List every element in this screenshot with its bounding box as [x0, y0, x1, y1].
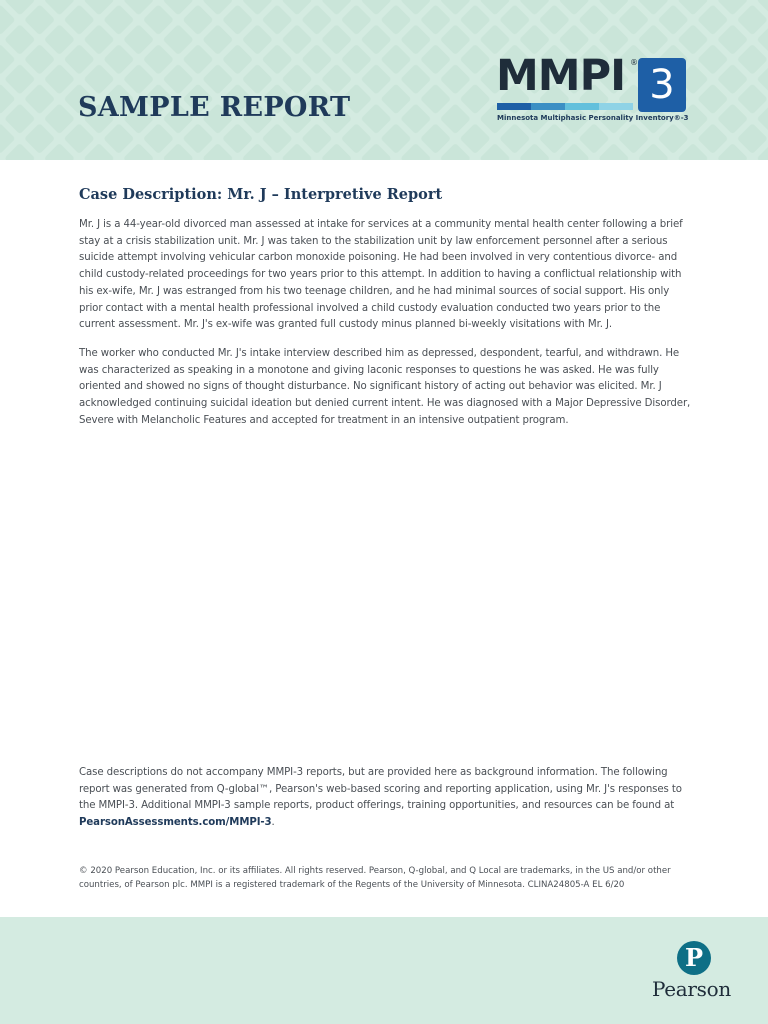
note-end: . — [271, 817, 275, 829]
logo-color-bar — [599, 103, 633, 110]
note-paragraph — [79, 765, 691, 832]
logo-wordmark: MMPI — [496, 51, 626, 101]
case-heading: Case Description: Mr. J – Interpretive Report — [79, 186, 443, 203]
header-banner — [0, 0, 768, 160]
logo-number-box: 3 — [638, 58, 686, 112]
mmpi3-logo — [496, 51, 690, 126]
pearson-wordmark: Pearson — [652, 977, 731, 1001]
case-paragraph-1: Mr. J is a 44-year-old divorced man assessed at intake for services at a community mental health center following a brief stay at a crisis stabilization unit. Mr. J was taken to the stabilization unit by law enforcement personnel after a serious suicide attempt involving vehicular carbon monoxide poisoning. He had been involved in very contentious divorce- and child custody-related proceedings for two years prior to this attempt. In addition to having a conflictual relationship with his ex-wife, Mr. J was estranged from his two teenage children, and he had minimal sources of social support. His only prior contact with a mental health professional involved a child custody evaluation conducted two years prior to the current assessment. Mr. J's ex-wife was granted full custody minus planned bi-weekly visitations with Mr. J. — [79, 219, 683, 331]
footer-band — [0, 917, 768, 1024]
case-description — [79, 186, 691, 441]
pearson-mark-letter: P — [684, 943, 704, 972]
logo-color-bar — [565, 103, 599, 110]
copyright-notice: © 2020 Pearson Education, Inc. or its affiliates. All rights reserved. Pearson, Q-global, and Q Local are trademarks, in the US and/or other countries, of Pearson plc. MMPI is a registered trademark of the Regents of the University of Minnesota. CLINA24805-A EL 6/20 — [79, 866, 671, 890]
pearson-logo-icon — [677, 941, 711, 975]
logo-color-bar — [497, 103, 531, 110]
logo-registered-mark: ® — [630, 58, 638, 67]
logo-color-bar — [531, 103, 565, 110]
note-text: Case descriptions do not accompany MMPI-3 reports, but are provided here as background information. The following report was generated from Q-global™, Pearson's web-based scoring and reporting application, using Mr. J's responses to the MMPI-3. Additional MMPI-3 sample reports, product offerings, training opportunities, and resources can be found at — [79, 767, 682, 812]
page-title: SAMPLE REPORT — [78, 92, 351, 123]
logo-subtitle: Minnesota Multiphasic Personality Inventory®-3 — [497, 114, 689, 122]
case-paragraph-2: The worker who conducted Mr. J's intake interview described him as depressed, despondent, tearful, and withdrawn. He was characterized as speaking in a monotone and giving laconic responses to questions he was asked. He was fully oriented and showed no signs of thought disturbance. No significant history of acting out behavior was elicited. Mr. J acknowledged continuing suicidal ideation but denied current intent. He was diagnosed with a Major Depressive Disorder, Severe with Melancholic Features and accepted for treatment in an intensive outpatient program. — [79, 347, 691, 426]
background-note — [79, 765, 691, 832]
pearson-mmpi3-link[interactable]: PearsonAssessments.com/MMPI-3 — [79, 817, 272, 829]
